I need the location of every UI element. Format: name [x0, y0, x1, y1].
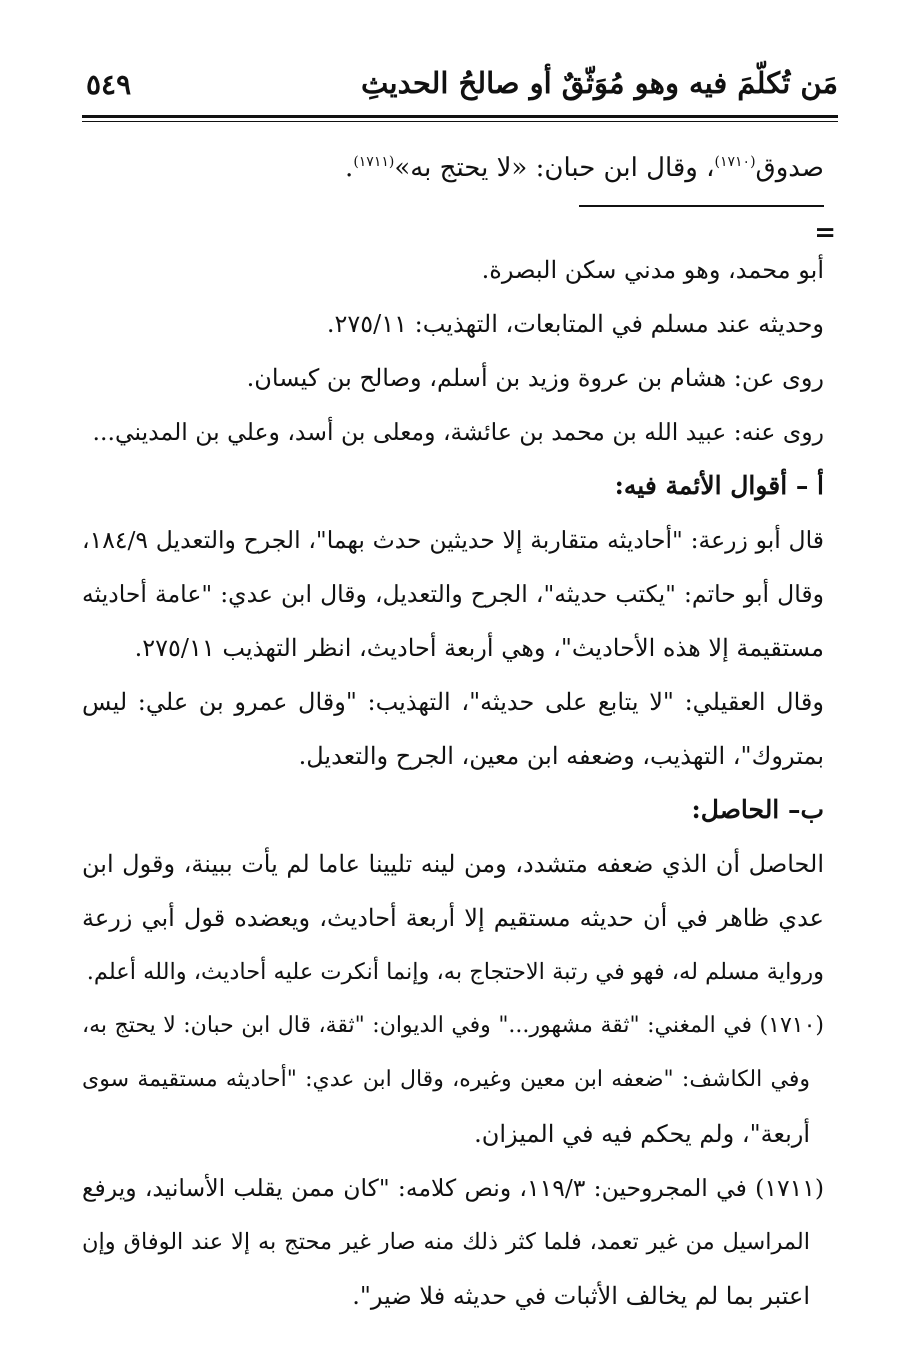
section-b-line: الحاصل أن الذي ضعفه متشدد، ومن لينه تليينا عاما لم يأت ببينة، وقول ابن — [82, 850, 824, 878]
note-line: روى عنه: عبيد الله بن محمد بن عائشة، ومعلى بن أسد، وعلي بن المديني... — [92, 418, 824, 446]
section-a-line: بمتروك"، التهذيب، وضعفه ابن معين، الجرح والتعديل. — [298, 742, 824, 770]
main-text-end: . — [345, 153, 354, 183]
main-text-line — [82, 141, 824, 195]
note-line: وحديثه عند مسلم في المتابعات، التهذيب: ٢٧٥/١١. — [326, 310, 824, 338]
footnote-1710-line: أربعة"، ولم يحكم فيه في الميزان. — [474, 1120, 810, 1148]
header-rule-thin — [82, 121, 838, 122]
note-line: روى عن: هشام بن عروة وزيد بن أسلم، وصالح بن كيسان. — [246, 364, 824, 392]
section-b-line: عدي ظاهر في أن حديثه مستقيم إلا أربعة أحاديث، ويعضده قول أبي زرعة — [82, 904, 824, 932]
section-b-line: ورواية مسلم له، فهو في رتبة الاحتجاج به، وإنما أنكرت عليه أحاديث، والله أعلم. — [86, 959, 824, 985]
section-b-heading: ب– الحاصل: — [691, 795, 824, 824]
section-a-line: قال أبو زرعة: "أحاديثه متقاربة إلا حديثين حدث بهما"، الجرح والتعديل ١٨٤/٩، — [82, 526, 824, 554]
section-a-line: وقال أبو حاتم: "يكتب حديثه"، الجرح والتعديل، وقال ابن عدي: "عامة أحاديثه — [82, 580, 824, 608]
page-header — [82, 62, 838, 114]
section-a-line: وقال العقيلي: "لا يتابع على حديثه"، التهذيب: "وقال عمرو بن علي: ليس — [82, 688, 824, 716]
main-text-start: صدوق — [755, 153, 824, 183]
section-a-line: مستقيمة إلا هذه الأحاديث"، وهي أربعة أحاديث، انظر التهذيب ٢٧٥/١١. — [134, 634, 824, 662]
footnote-1711-line: (١٧١١) في المجروحين: ١١٩/٣، ونص كلامه: "كان ممن يقلب الأسانيد، ويرفع — [82, 1174, 824, 1202]
footnote-ref-1710: (١٧١٠) — [714, 154, 756, 170]
footnote-1711-line: اعتبر بما لم يخالف الأثبات في حديثه فلا ضير". — [352, 1282, 810, 1310]
continuation-mark: = — [814, 218, 836, 248]
footnotes — [82, 243, 824, 1323]
section-a-heading: أ – أقوال الأئمة فيه: — [614, 471, 824, 500]
main-text — [82, 141, 824, 195]
footnote-1710-line: وفي الكاشف: "ضعفه ابن معين وغيره، وقال ابن عدي: "أحاديثه مستقيمة سوى — [82, 1067, 810, 1092]
running-title: مَن تُكلّمَ فيه وهو مُوَثّقٌ أو صالحُ الحديثِ — [361, 66, 838, 100]
footnote-separator — [579, 205, 824, 207]
footnote-1710-line: (١٧١٠) في المغني: "ثقة مشهور..." وفي الديوان: "ثقة، قال ابن حبان: لا يحتج به، — [82, 1013, 824, 1038]
page-number: ٥٤٩ — [86, 68, 132, 101]
footnote-ref-1711: (١٧١١) — [353, 154, 395, 170]
main-text-middle: ، وقال ابن حبان: «لا يحتج به» — [394, 153, 715, 183]
note-line: أبو محمد، وهو مدني سكن البصرة. — [481, 256, 824, 284]
header-rule — [82, 115, 838, 118]
footnote-1711-line: المراسيل من غير تعمد، فلما كثر ذلك منه صار غير محتج به إلا عند الوفاق وإن — [82, 1229, 810, 1255]
